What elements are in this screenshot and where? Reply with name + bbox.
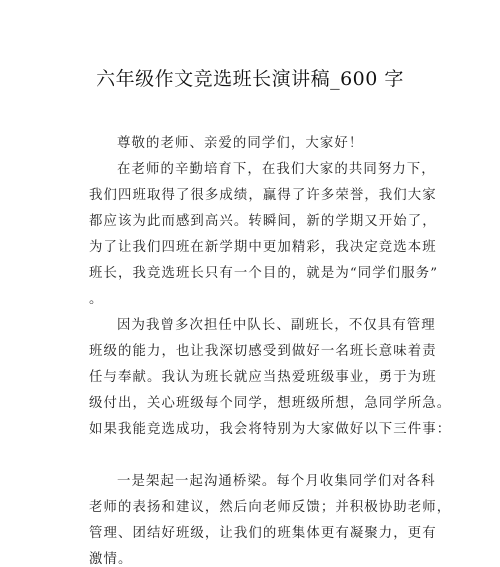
paragraph-line: 。 (89, 292, 104, 307)
paragraph-line: 老师的表扬和建议，然后向老师反馈；并积极协助老师， (89, 500, 452, 515)
paragraph-line: 尊敬的老师、亲爱的同学们，大家好！ (117, 136, 364, 151)
paragraph-line: 都应该为此而感到高兴。转瞬间，新的学期又开始了， (89, 214, 437, 229)
paragraph-line: 班长，我竞选班长只有一个目的，就是为“同学们服务” (89, 266, 439, 281)
paragraph-line: 任与奉献。我认为班长就应当热爱班级事业，勇于为班 (89, 370, 437, 385)
paragraph-line: 管理、团结好班级，让我们的班集体更有凝聚力，更有 (89, 526, 437, 541)
paragraph-line: 因为我曾多次担任中队长、副班长，不仅具有管理 (117, 318, 436, 333)
paragraph-line: 一是架起一起沟通桥梁。每个月收集同学们对各科 (117, 474, 436, 489)
paragraph-line: 为了让我们四班在新学期中更加精彩，我决定竞选本班 (89, 240, 437, 255)
paragraph-line: 班级的能力，也让我深切感受到做好一名班长意味着责 (89, 344, 437, 359)
paragraph-line: 激情。 (89, 552, 133, 567)
paragraph-line: 我们四班取得了很多成绩，赢得了许多荣誉，我们大家 (89, 188, 437, 203)
paragraph-line: 在老师的辛勤培育下，在我们大家的共同努力下， (117, 162, 436, 177)
document-title: 六年级作文竞选班长演讲稿_600 字 (96, 68, 404, 90)
paragraph-line: 级付出，关心班级每个同学，想班级所想，急同学所急。 (89, 396, 452, 411)
paragraph-line: 如果我能竞选成功，我会将特别为大家做好以下三件事： (89, 422, 452, 437)
